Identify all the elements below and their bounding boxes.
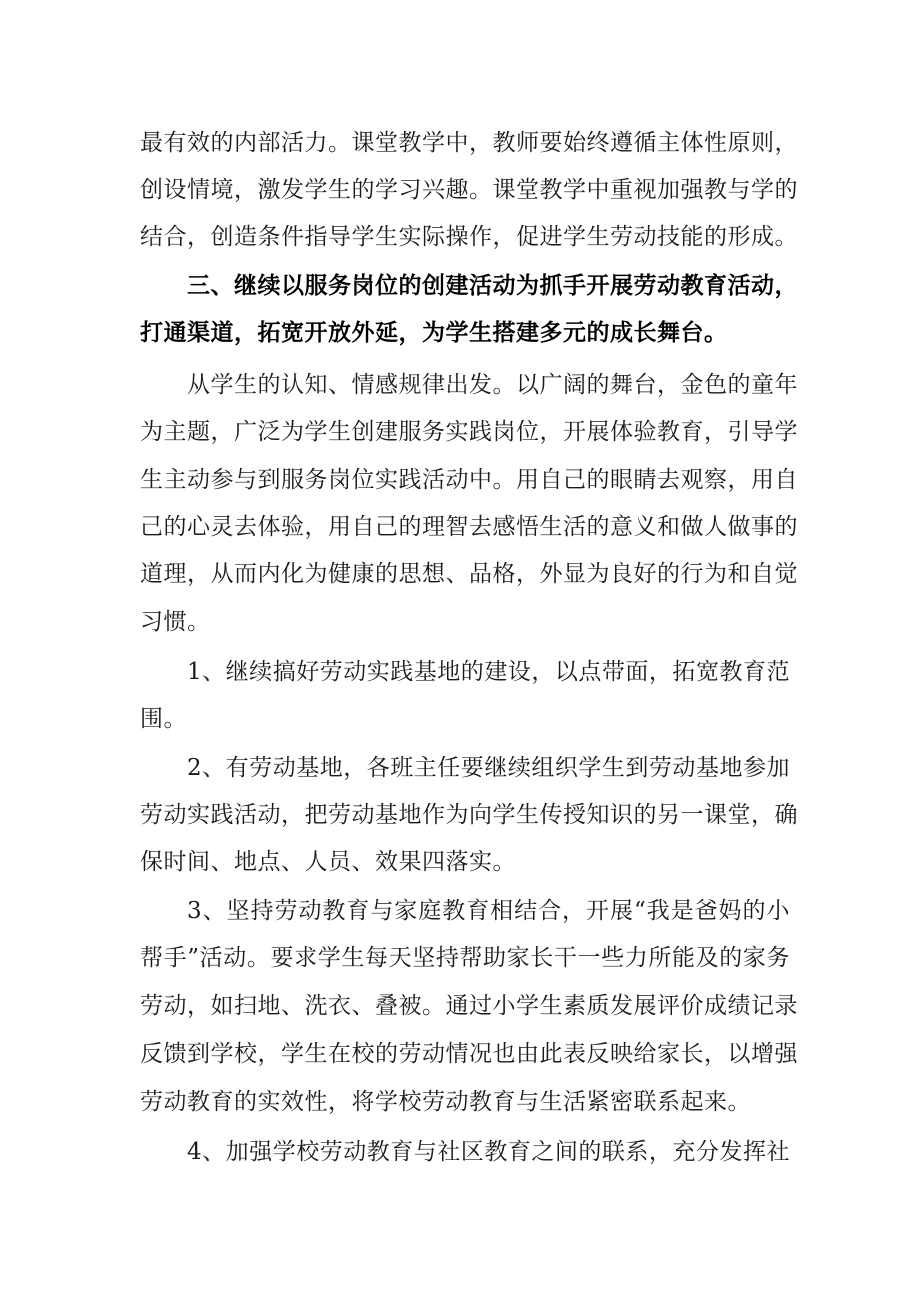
paragraph-line: 己的心灵去体验，用自己的理智去感悟生活的意义和做人做事的 <box>140 514 798 540</box>
paragraph-line: 习惯。 <box>140 609 211 635</box>
paragraph-line: 从学生的认知、情感规律出发。以广阔的舞台，金色的童年 <box>187 372 798 398</box>
list-item-line: 反馈到学校，学生在校的劳动情况也由此表反映给家长，以增强 <box>140 1041 798 1067</box>
section-heading-line: 打通渠道，拓宽开放外延，为学生搭建多元的成长舞台。 <box>140 320 728 346</box>
list-item-line: 围。 <box>140 706 187 732</box>
list-item-line: 4、加强学校劳动教育与社区教育之间的联系，充分发挥社 <box>187 1139 790 1165</box>
paragraph-line: 道理，从而内化为健康的思想、品格，外显为良好的行为和自觉 <box>140 561 798 587</box>
paragraph-line: 为主题，广泛为学生创建服务实践岗位，开展体验教育，引导学 <box>140 419 798 445</box>
list-item-line: 1、继续搞好劳动实践基地的建设，以点带面，拓宽教育范 <box>187 659 790 685</box>
list-item-line: 劳动，如扫地、洗衣、叠被。通过小学生素质发展评价成绩记录 <box>140 993 798 1019</box>
paragraph-line: 结合，创造条件指导学生实际操作，促进学生劳动技能的形成。 <box>140 224 798 250</box>
list-item-line: 劳动教育的实效性，将学校劳动教育与生活紧密联系起来。 <box>140 1089 751 1115</box>
section-heading-line: 三、继续以服务岗位的创建活动为抓手开展劳动教育活动， <box>187 273 798 299</box>
list-item-line: 3、坚持劳动教育与家庭教育相结合，开展“我是爸妈的小 <box>187 898 790 924</box>
list-item-line: 保时间、地点、人员、效果四落实。 <box>140 849 516 875</box>
list-item-line: 劳动实践活动，把劳动基地作为向学生传授知识的另一课堂，确 <box>140 802 798 828</box>
paragraph-line: 生主动参与到服务岗位实践活动中。用自己的眼睛去观察，用自 <box>140 467 798 493</box>
list-item-line: 2、有劳动基地，各班主任要继续组织学生到劳动基地参加 <box>187 755 790 781</box>
paragraph-line: 最有效的内部活力。课堂教学中，教师要始终遵循主体性原则， <box>140 130 798 156</box>
list-item-line: 帮手”活动。要求学生每天坚持帮助家长干一些力所能及的家务 <box>140 945 790 971</box>
paragraph-line: 创设情境，激发学生的学习兴趣。课堂教学中重视加强教与学的 <box>140 177 798 203</box>
